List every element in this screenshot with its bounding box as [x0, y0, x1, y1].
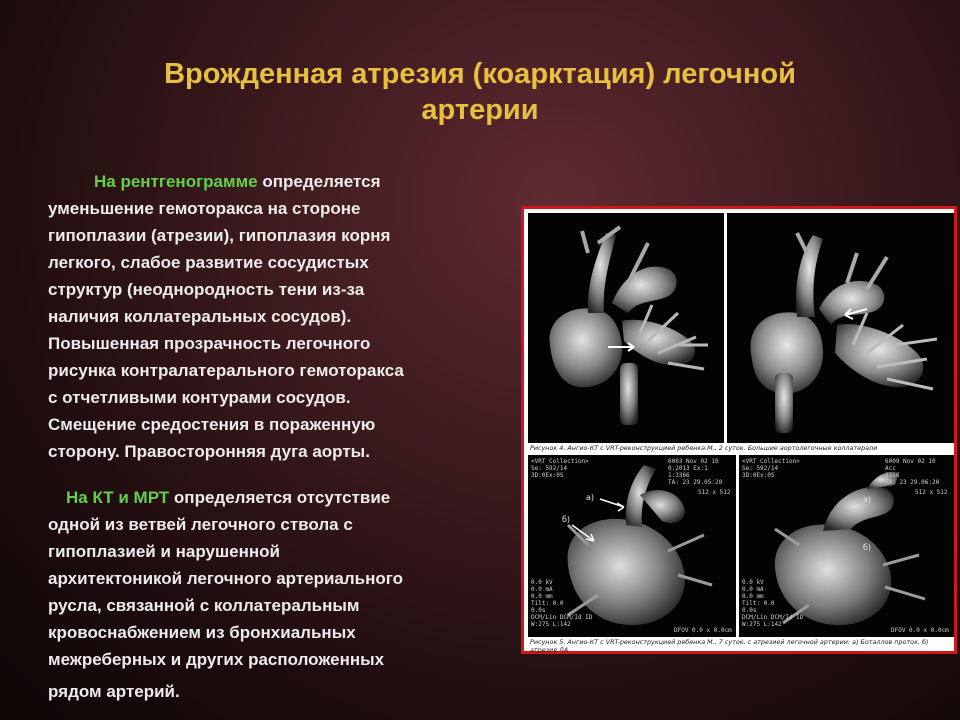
figure-caption-4: Рисунок 4. Ангио-КТ с VRT-реконструкцией ребенка М., 2 суток. Большие аортолегочные коллатерали	[530, 444, 878, 452]
text-line: одной из ветвей легочного ствола с	[48, 515, 353, 534]
text-line: структур (неоднородность тени из-за	[48, 280, 365, 299]
text-line: легкого, слабое развитие сосудистых	[48, 253, 369, 272]
label-a: а)	[863, 495, 872, 504]
text-line: сторону. Правосторонняя дуга аорты.	[48, 442, 370, 461]
label-a: а)	[586, 493, 595, 502]
highlight-xray: На рентгенограмме	[94, 172, 258, 191]
title-line-1: Врожденная атрезия (коарктация) легочной	[164, 58, 796, 90]
text-line: Смещение средостения в пораженную	[48, 415, 376, 434]
overlay-bl-top-right: 6003 Nov 02 10 0:2013 Ex:1 1:3366 TA: 23 29.05:20	[668, 458, 723, 486]
label-b: б)	[863, 543, 872, 552]
text-line: рисунка контралатерального гемоторакса	[48, 361, 404, 380]
figure-caption-5: Рисунок 5. Ангио-КТ с VRT-реконструкцией ребенка М., 7 суток, с атрезией легочной артерии: а) Боталлов проток, б) атрезия ЛА	[530, 638, 929, 654]
overlay-br-size: 512 x 512	[915, 489, 948, 496]
text-line: уменьшение гемоторакса на стороне	[48, 199, 361, 218]
overlay-br-bottom-left: 0.0 kV 0.0 mA 0.0 mm Tilt: 0.0 0.0s DCM/Lin DCM/Id ID W:275 L:142	[742, 579, 804, 628]
ct-image-bottom-right	[739, 455, 954, 637]
text-line: наличия коллатеральных сосудов).	[48, 307, 352, 326]
text-line: Повышенная прозрачность легочного	[48, 334, 371, 353]
text-line: с отчетливыми контурами сосудов.	[48, 388, 351, 407]
text-line: гипоплазией и нарушенной	[48, 542, 280, 561]
text-line-last: рядом артерий.	[48, 682, 180, 701]
paragraph-first-line	[48, 168, 518, 195]
paragraph-first-line	[48, 484, 518, 511]
first-line-rest: определяется	[257, 172, 381, 191]
ct-image-top-left	[528, 213, 724, 443]
label-b: б)	[562, 515, 571, 524]
overlay-bl-top-left: <VRT Collection> Se: 592/14 3D:0Ex:0S	[531, 458, 589, 479]
paragraph-xray	[48, 168, 518, 465]
overlay-br-top-right: 6009 Nov 02 10 Acc 3366 TA: 23 29.06:20	[885, 458, 940, 486]
text-line: кровоснабжением из бронхиальных	[48, 623, 356, 642]
overlay-br-bottom-right: DFOV 0.0 x 0.0cm	[891, 627, 949, 634]
highlight-ct-mri: На КТ и МРТ	[66, 488, 170, 507]
first-line-rest: определяется отсутствие	[169, 488, 391, 507]
title-line-2: артерии	[421, 94, 539, 126]
text-line: русла, связанной с коллатеральным	[48, 596, 360, 615]
text-line: гипоплазии (атрезии), гипоплазия корня	[48, 226, 391, 245]
slide-title	[40, 56, 920, 128]
overlay-bl-bottom-right: DFOV 0.0 x 0.0cm	[674, 627, 732, 634]
overlay-bl-size: 512 x 512	[698, 489, 731, 496]
text-line: архитектоникой легочного артериального	[48, 569, 404, 588]
paragraph-ct-mri	[48, 484, 518, 705]
text-line: межреберных и других расположенных	[48, 650, 385, 669]
ct-image-top-right	[727, 213, 954, 443]
ct-image-bottom-left	[528, 455, 736, 637]
overlay-br-top-left: <VRT Collection> Se: 592/14 3D:0Ex:0S	[742, 458, 800, 479]
ct-figure	[521, 206, 957, 654]
overlay-bl-bottom-left: 0.0 kV 0.0 mA 0.0 mm Tilt: 0.0 0.0s DCM/Lin DCM/Id ID W:275 L:142	[531, 579, 593, 628]
